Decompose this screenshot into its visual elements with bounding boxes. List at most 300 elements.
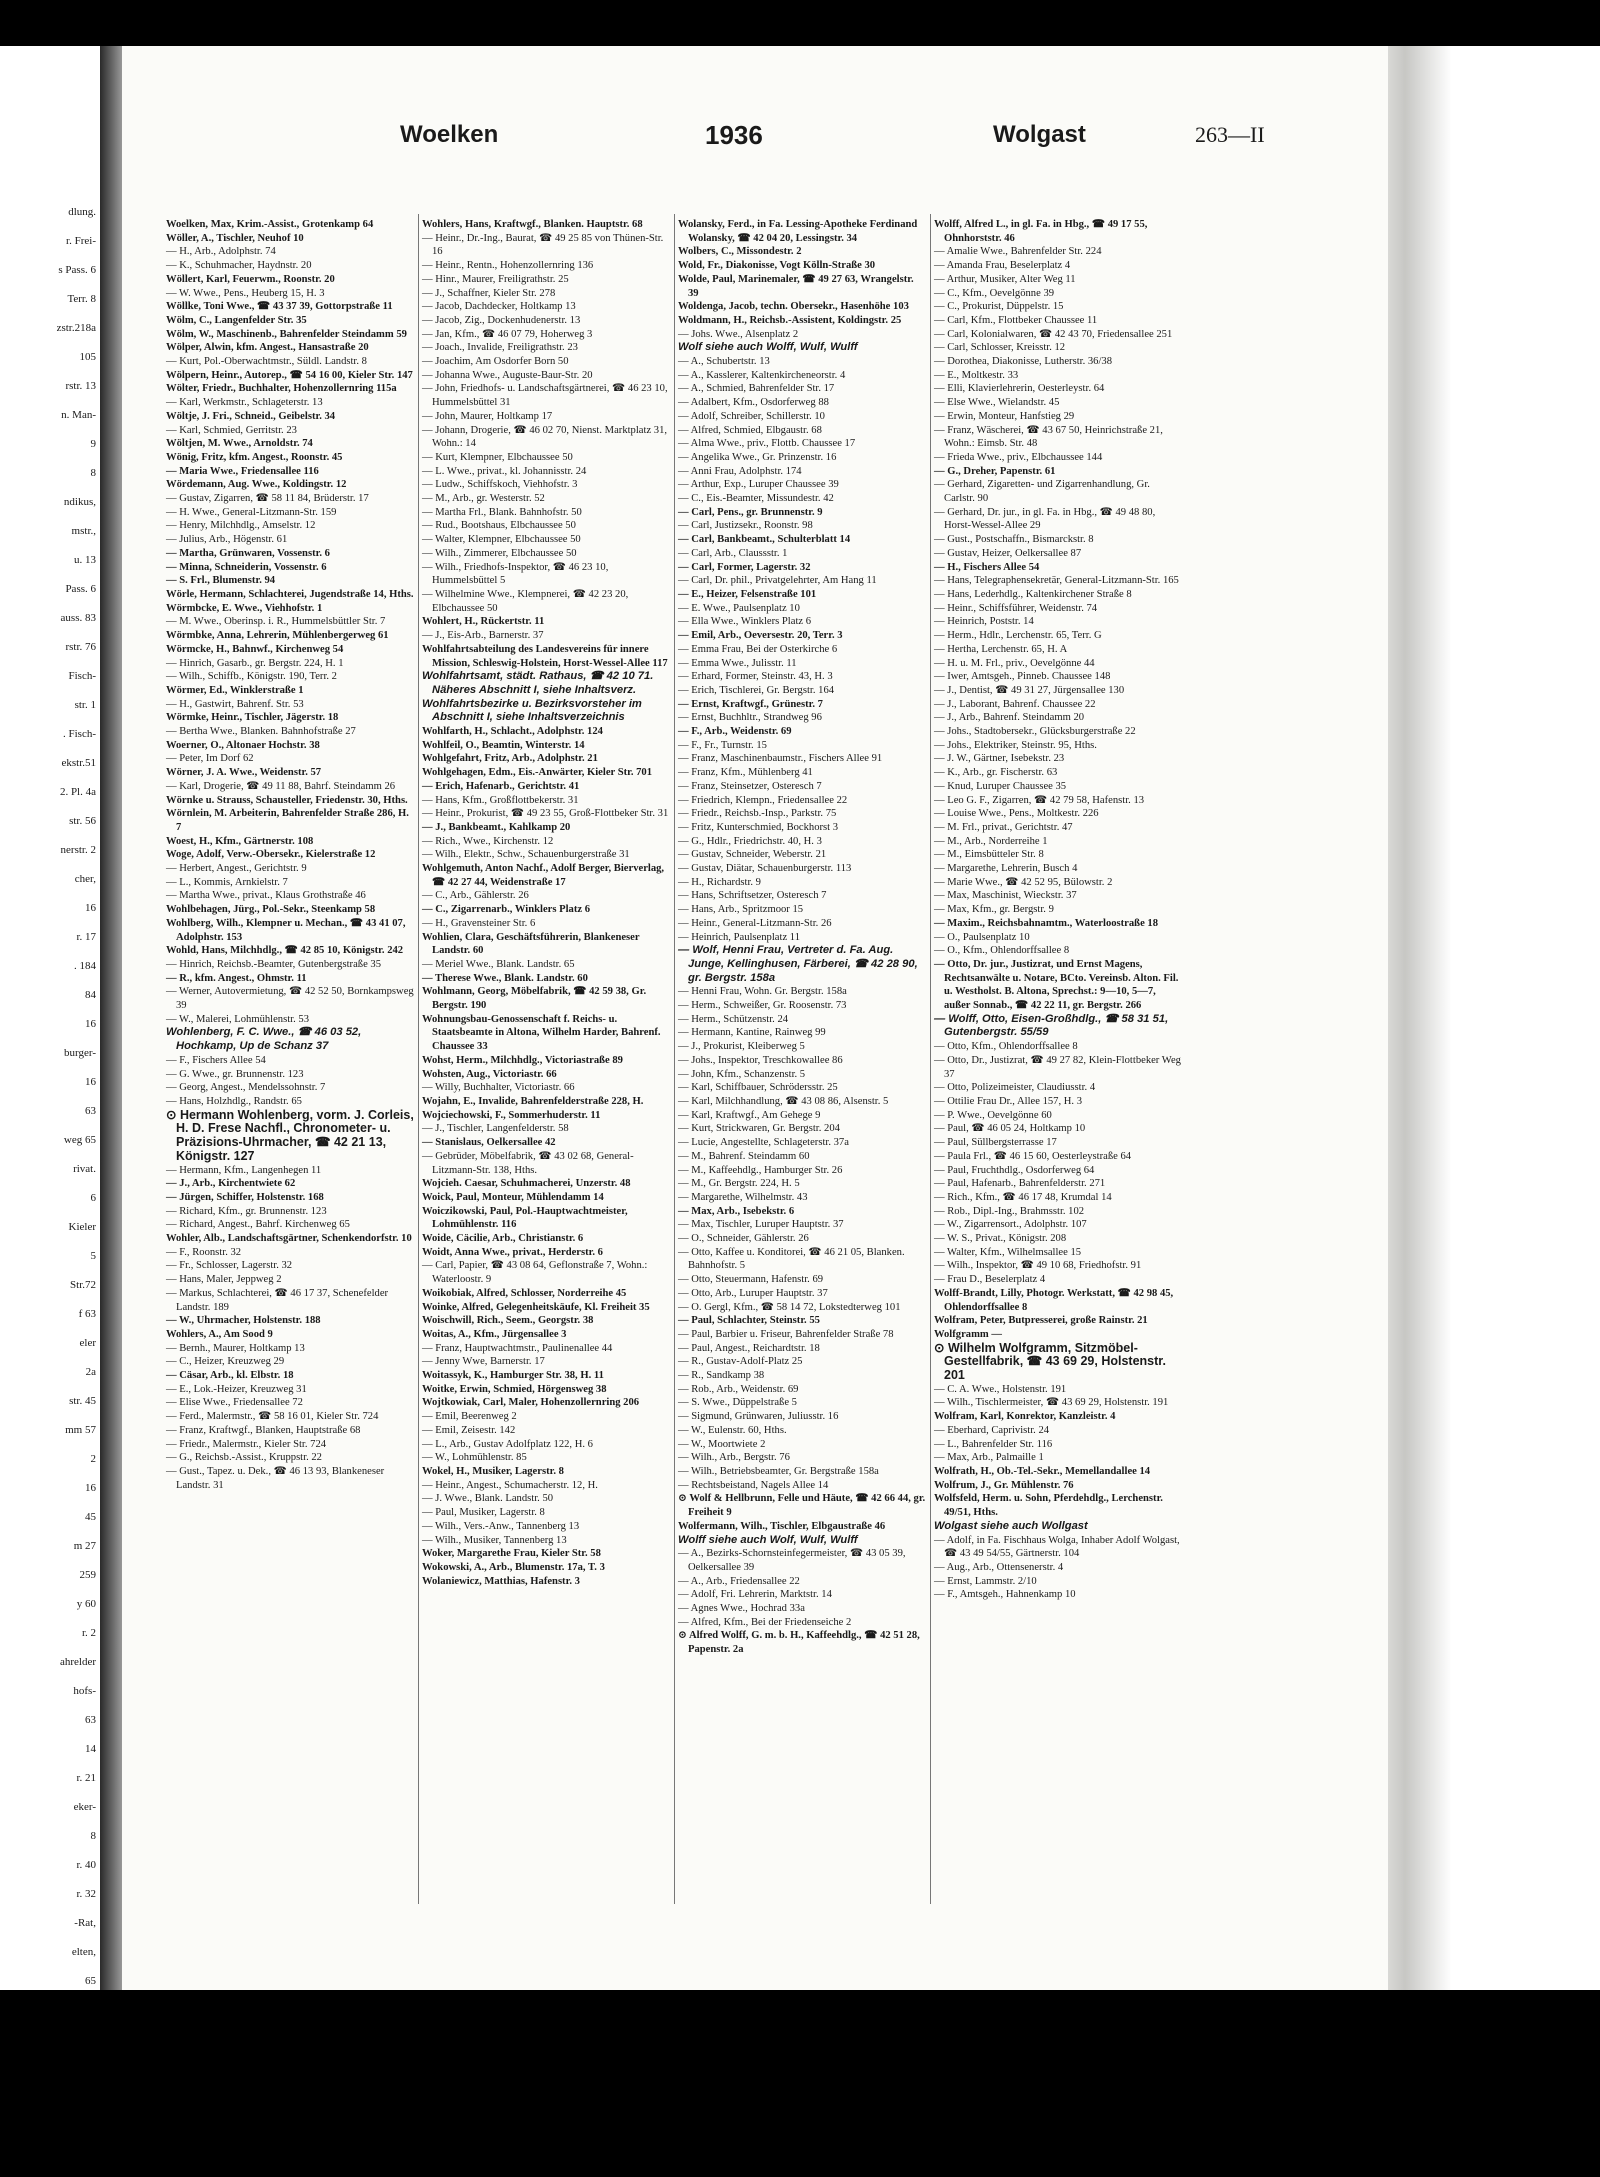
directory-entry: — Kurt, Strickwaren, Gr. Bergstr. 204 — [678, 1123, 840, 1135]
directory-entry: — Else Wwe., Wielandstr. 45 — [934, 397, 1060, 409]
header-year: 1936 — [705, 119, 763, 150]
directory-entry: — J. Wwe., Blank. Landstr. 50 — [422, 1493, 554, 1505]
directory-entry: — Martha Frl., Blank. Bahnhofstr. 50 — [422, 506, 582, 518]
directory-entry: — Dorothea, Diakonisse, Lutherstr. 36/38 — [934, 356, 1113, 368]
left-page-text-fragment: zstr.218a — [56, 322, 96, 334]
directory-entry: — Alma Wwe., priv., Flottb. Chaussee 17 — [678, 438, 856, 450]
directory-entry: — A., Arb., Friedensallee 22 — [678, 1575, 800, 1587]
left-page-text-fragment: 63 — [85, 1105, 96, 1117]
directory-entry: — Jürgen, Schiffer, Holstenstr. 168 — [166, 1191, 324, 1203]
directory-entry: — Walter, Klempner, Elbchaussee 50 — [422, 534, 581, 546]
directory-entry: — Margarethe, Lehrerin, Busch 4 — [934, 863, 1078, 875]
directory-entry: — S. Frl., Blumenstr. 94 — [166, 575, 276, 587]
directory-entry: Wöller, A., Tischler, Neuhof 10 — [166, 232, 304, 244]
directory-entry: — L., Arb., Gustav Adolfplatz 122, H. 6 — [422, 1438, 593, 1450]
directory-entry: — Fritz, Kunterschmied, Bockhorst 3 — [678, 821, 839, 833]
directory-entry: Wölter, Friedr., Buchhalter, Hohenzollernring 115a — [166, 383, 397, 395]
directory-entry: — Wilh., Arb., Bergstr. 76 — [678, 1452, 790, 1464]
directory-entry: — Hans, Arb., Spritzmoor 15 — [678, 904, 804, 916]
directory-entry: — J., Bankbeamt., Kahlkamp 20 — [422, 821, 571, 833]
directory-entry: — Carl, Kolonialwaren, ☎ 42 43 70, Friedensallee 251 — [934, 328, 1173, 340]
directory-entry: — John, Maurer, Holtkamp 17 — [422, 410, 553, 422]
directory-entry: Wohlgehagen, Edm., Eis.-Anwärter, Kieler Str. 701 — [422, 767, 653, 779]
directory-entry: — Paul, Barbier u. Friseur, Bahrenfelder Straße 78 — [678, 1328, 894, 1340]
directory-entry: Woker, Margarethe Frau, Kieler Str. 58 — [422, 1548, 601, 1560]
header-last-entry: Wolgast — [993, 121, 1086, 148]
directory-entry: Woinke, Alfred, Gelegenheitskäufe, Kl. Freiheit 35 — [422, 1301, 650, 1313]
directory-entry: — C., Prokurist, Düppelstr. 15 — [934, 301, 1064, 313]
directory-entry: — L., Kommis, Arnkielstr. 7 — [166, 876, 288, 888]
directory-entry: — Joachim, Am Osdorfer Born 50 — [422, 356, 569, 368]
directory-entry: — Jacob, Dachdecker, Holtkamp 13 — [422, 301, 576, 313]
directory-entry: Woelken, Max, Krim.-Assist., Grotenkamp 64 — [166, 219, 374, 230]
left-page-text-fragment: str. 1 — [74, 699, 96, 711]
directory-entry: — Hans, Schriftsetzer, Osteresch 7 — [678, 890, 827, 902]
directory-entry: Wolbers, C., Missondestr. 2 — [678, 246, 802, 258]
directory-entry: — Richard, Kfm., gr. Brunnenstr. 123 — [166, 1205, 327, 1217]
directory-entry: — Carl, Kfm., Flottbeker Chaussee 11 — [934, 314, 1098, 326]
directory-entry: — Frau D., Beselerplatz 4 — [934, 1274, 1046, 1286]
directory-entry: — Franz, Maschinenbaumstr., Fischers Allee 91 — [678, 753, 883, 765]
directory-entry: Wöllert, Karl, Feuerwm., Roonstr. 20 — [166, 273, 335, 285]
directory-entry: — Ludw., Schiffskoch, Viehhofstr. 3 — [422, 479, 578, 491]
directory-entry: — Wilh., Schiffb., Königstr. 190, Terr. 2 — [166, 671, 337, 683]
directory-entry: Wolfram, Peter, Butpresserei, große Rainstr. 21 — [934, 1315, 1148, 1327]
directory-entry: Woerner, O., Altonaer Hochstr. 38 — [166, 739, 320, 751]
directory-entry: Wolfram, Karl, Konrektor, Kanzleistr. 4 — [934, 1411, 1116, 1423]
left-page-text-fragment: Kieler — [68, 1221, 96, 1233]
directory-entry: — Ottilie Frau Dr., Allee 157, H. 3 — [934, 1096, 1083, 1107]
scan-top-border — [0, 0, 1600, 46]
directory-entry: — J., Tischler, Langenfelderstr. 58 — [422, 1123, 569, 1135]
directory-entry: — Heinr., Rentn., Hohenzollernring 136 — [422, 260, 594, 272]
directory-entry: — Emma Frau, Bei der Osterkirche 6 — [678, 643, 838, 655]
directory-entry: — C., Kfm., Oevelgönne 39 — [934, 287, 1055, 299]
directory-entry: — Carl, Former, Lagerstr. 32 — [678, 561, 811, 573]
directory-entry: — Jacob, Zig., Dockenhudenerstr. 13 — [422, 314, 581, 326]
directory-entry: — W., Malerei, Lohmühlenstr. 53 — [166, 1013, 309, 1025]
directory-entry: — R., Gustav-Adolf-Platz 25 — [678, 1356, 803, 1368]
directory-entry: Wölm, W., Maschinenb., Bahrenfelder Steindamm 59 — [166, 328, 407, 340]
directory-entry: Wolff-Brandt, Lilly, Photogr. Werkstatt, ☎ 42 98 45, Ohlendorffsallee 8 — [934, 1287, 1174, 1313]
directory-entry: Wolff siehe auch Wolf, Wulf, Wulff — [678, 1533, 858, 1546]
directory-entry: Wohlers, A., Am Sood 9 — [166, 1328, 273, 1340]
directory-entry: Wojciechowski, F., Sommerhuderstr. 11 — [422, 1109, 601, 1121]
directory-entry: Wohlberg, Wilh., Klempner u. Mechan., ☎ 43 41 07, Adolphstr. 153 — [166, 917, 406, 943]
directory-entry: — O., Paulsenplatz 10 — [934, 931, 1030, 943]
left-page-text-fragment: eker- — [73, 1801, 96, 1813]
directory-entry: — F., Roonstr. 32 — [166, 1246, 242, 1258]
left-page-text-fragment: burger- — [64, 1047, 96, 1059]
directory-entry: — Otto, Polizeimeister, Claudiusstr. 4 — [934, 1082, 1096, 1094]
directory-entry: — Friedr., Malermstr., Kieler Str. 724 — [166, 1438, 327, 1450]
directory-entry: — Otto, Steuermann, Hafenstr. 69 — [678, 1274, 824, 1286]
left-page-text-fragment: r. 21 — [76, 1772, 96, 1784]
directory-entry: — Paul, Fruchthdlg., Osdorferweg 64 — [934, 1164, 1095, 1176]
directory-entry: — Markus, Schlachterei, ☎ 46 17 37, Schenefelder Landstr. 189 — [166, 1287, 389, 1313]
directory-entry: Woidt, Anna Wwe., privat., Herderstr. 6 — [422, 1246, 603, 1258]
left-page-text-fragment: weg 65 — [63, 1134, 96, 1146]
directory-column-2 — [422, 218, 670, 1918]
directory-entry: — Amalie Wwe., Bahrenfelder Str. 224 — [934, 246, 1102, 258]
directory-entry: Wolff, Alfred L., in gl. Fa. in Hbg., ☎ 49 17 55, Ohnhorststr. 46 — [934, 219, 1148, 244]
directory-entry: — H. u. M. Frl., priv., Oevelgönne 44 — [934, 657, 1095, 669]
directory-entry: — Heinr., General-Litzmann-Str. 26 — [678, 917, 832, 929]
directory-entry: Wohlert, H., Rückertstr. 11 — [422, 616, 545, 628]
directory-entry: — O. Gergl, Kfm., ☎ 58 14 72, Lokstedterweg 101 — [678, 1301, 901, 1313]
directory-entry: — Otto, Dr., Justizrat, ☎ 49 27 82, Klein-Flottbeker Weg 37 — [934, 1054, 1181, 1080]
directory-entry: — C., Zigarrenarb., Winklers Platz 6 — [422, 904, 591, 916]
directory-entry: Wojtkowiak, Carl, Maler, Hohenzollernring 206 — [422, 1397, 640, 1409]
directory-entry: — Carl, Arb., Claussstr. 1 — [678, 547, 788, 559]
directory-entry: — Gustav, Schneider, Weberstr. 21 — [678, 849, 827, 861]
directory-entry: — F., Amtsgeh., Hahnenkamp 10 — [934, 1589, 1076, 1601]
directory-entry: — A., Bezirks-Schornsteinfegermeister, ☎ 43 05 39, Oelkersallee 39 — [678, 1548, 906, 1573]
directory-entry: — Johanna Wwe., Auguste-Baur-Str. 20 — [422, 369, 593, 381]
directory-entry: — Carl, Bankbeamt., Schulterblatt 14 — [678, 534, 851, 546]
directory-entry: — Martha Wwe., privat., Klaus Grothstraße 46 — [166, 890, 366, 902]
left-page-text-fragment: rstr. 76 — [65, 641, 96, 653]
directory-entry: — Rob., Arb., Weidenstr. 69 — [678, 1383, 799, 1395]
directory-entry: — Frieda Wwe., priv., Elbchaussee 144 — [934, 451, 1103, 463]
directory-entry: — G., Hdlr., Friedrichstr. 40, H. 3 — [678, 835, 822, 847]
directory-entry: — Louise Wwe., Pens., Moltkestr. 226 — [934, 808, 1099, 820]
directory-entry: — Johs., Stadtobersekr., Glücksburgerstraße 22 — [934, 726, 1136, 738]
directory-entry: — Paula Frl., ☎ 46 15 60, Oesterleystraße 64 — [934, 1150, 1132, 1162]
directory-entry: Wohlfarth, H., Schlacht., Adolphstr. 124 — [422, 726, 603, 738]
directory-entry: Wohst, Herm., Milchhdlg., Victoriastraße 89 — [422, 1054, 623, 1066]
directory-entry: Woiczikowski, Paul, Pol.-Hauptwachtmeister, Lohmühlenstr. 116 — [422, 1205, 628, 1231]
directory-entry: Wohlers, Hans, Kraftwgf., Blanken. Hauptstr. 68 — [422, 219, 643, 230]
directory-entry: — Karl, Drogerie, ☎ 49 11 88, Bahrf. Steindamm 26 — [166, 780, 396, 792]
directory-entry: — Heinr., Dr.-Ing., Baurat, ☎ 49 25 85 von Thünen-Str. 16 — [422, 232, 664, 258]
directory-entry: — Max, Kfm., gr. Bergstr. 9 — [934, 904, 1054, 916]
directory-entry: — John, Kfm., Schanzenstr. 5 — [678, 1068, 806, 1080]
directory-entry: — Paul, Musiker, Lagerstr. 8 — [422, 1507, 545, 1519]
directory-entry: — C., Heizer, Kreuzweg 29 — [166, 1356, 285, 1368]
directory-entry: — Arthur, Exp., Luruper Chaussee 39 — [678, 479, 839, 491]
left-page-text-fragment: Str.72 — [70, 1279, 96, 1291]
directory-entry: Wolfsfeld, Herm. u. Sohn, Pferdehdlg., Lerchenstr. 49/51, Hths. — [934, 1493, 1163, 1519]
directory-entry: ⊙ Wolf & Hellbrunn, Felle und Häute, ☎ 42 66 44, gr. Freiheit 9 — [678, 1493, 926, 1519]
directory-entry: Wördemann, Aug. Wwe., Koldingstr. 12 — [166, 479, 347, 491]
left-page-text-fragment: r. 17 — [76, 931, 96, 943]
directory-entry: — Emil, Zeisestr. 142 — [422, 1424, 516, 1436]
left-page-text-fragment: ahrelder — [59, 1656, 96, 1668]
directory-entry: — Wilh., Friedhofs-Inspektor, ☎ 46 23 10, Hummelsbüttel 5 — [422, 561, 609, 587]
left-page-text-fragment: 2 — [90, 1453, 96, 1465]
left-page-text-fragment: u. 13 — [74, 554, 96, 566]
directory-entry: — Kurt, Klempner, Elbchaussee 50 — [422, 451, 573, 463]
left-page-text-fragment: eler — [79, 1337, 96, 1349]
directory-entry: Woldmann, H., Reichsb.-Assistent, Koldingstr. 25 — [678, 314, 902, 326]
directory-entry: Wölper, Alwin, kfm. Angest., Hansastraße 20 — [166, 342, 369, 354]
directory-entry: Wölm, C., Langenfelder Str. 35 — [166, 314, 307, 326]
directory-entry: — Paul, ☎ 46 05 24, Holtkamp 10 — [934, 1123, 1086, 1135]
directory-entry: — Jan, Kfm., ☎ 46 07 79, Hoherweg 3 — [422, 328, 593, 340]
directory-entry: — Emil, Beerenweg 2 — [422, 1411, 517, 1423]
left-page-text-fragment: m 27 — [73, 1540, 96, 1552]
directory-entry: — J. W., Gärtner, Isebekstr. 23 — [934, 753, 1065, 765]
directory-entry: — Paul, Angest., Reichardtstr. 18 — [678, 1342, 820, 1354]
directory-entry: Wörmke, Heinr., Tischler, Jägerstr. 18 — [166, 712, 339, 724]
directory-entry: — Otto, Arb., Luruper Hauptstr. 37 — [678, 1287, 828, 1299]
directory-entry: — Max, Maschinist, Wieckstr. 37 — [934, 890, 1077, 902]
directory-entry: Wolfrath, H., Ob.-Tel.-Sekr., Memellandallee 14 — [934, 1465, 1151, 1477]
directory-entry: — Wilh., Tischlermeister, ☎ 43 69 29, Holstenstr. 191 — [934, 1397, 1169, 1409]
directory-entry: — Walter, Kfm., Wilhelmsallee 15 — [934, 1246, 1082, 1258]
directory-entry: Wohld, Hans, Milchhdlg., ☎ 42 85 10, Königstr. 242 — [166, 945, 404, 957]
directory-entry: — Hans, Kfm., Großflottbekerstr. 31 — [422, 794, 579, 806]
directory-entry: — Wilh., Musiker, Tannenberg 13 — [422, 1534, 567, 1546]
directory-entry: — Paul, Schlachter, Steinstr. 55 — [678, 1315, 820, 1327]
page-number: 263—II — [1195, 122, 1265, 147]
directory-entry: — O., Kfm., Ohlendorffsallee 8 — [934, 945, 1070, 957]
directory-entry: — M. Frl., privat., Gerichtstr. 47 — [934, 821, 1073, 833]
left-page-text-fragment: mstr., — [71, 525, 96, 537]
directory-entry: — K., Schuhmacher, Haydnstr. 20 — [166, 260, 312, 272]
directory-entry: — Karl, Kraftwgf., Am Gehege 9 — [678, 1109, 821, 1121]
directory-entry: — Stanislaus, Oelkersallee 42 — [422, 1137, 556, 1149]
directory-entry: — A., Kasslerer, Kaltenkircheneorstr. 4 — [678, 369, 846, 381]
left-page-text-fragment: -Rat, — [74, 1917, 96, 1929]
directory-entry: — Gust., Tapez. u. Dek., ☎ 46 13 93, Blankeneser Landstr. 31 — [166, 1465, 385, 1491]
directory-entry: Wolfermann, Wilh., Tischler, Elbgaustraße 46 — [678, 1520, 886, 1532]
directory-entry: — Herm., Hdlr., Lerchenstr. 65, Terr. G — [934, 630, 1102, 642]
directory-entry: — J., Arb., Bahrenf. Steindamm 20 — [934, 712, 1085, 724]
directory-entry: — Wolff, Otto, Eisen-Großhdlg., ☎ 58 31 51, Gutenbergstr. 55/59 — [934, 1012, 1169, 1039]
directory-entry: Wohlfeil, O., Beamtin, Winterstr. 14 — [422, 739, 585, 751]
directory-entry: — M., Arb., gr. Westerstr. 52 — [422, 493, 545, 505]
directory-entry: — Wilh., Betriebsbeamter, Gr. Bergstraße 158a — [678, 1465, 879, 1477]
directory-entry: — L. Wwe., privat., kl. Johannisstr. 24 — [422, 465, 587, 477]
directory-entry: — Therese Wwe., Blank. Landstr. 60 — [422, 972, 588, 984]
directory-entry: — Hans, Holzhdlg., Randstr. 65 — [166, 1096, 302, 1107]
directory-entry: Wohlfahrtsamt, städt. Rathaus, ☎ 42 10 71. Näheres Abschnitt I, siehe Inhaltsverz. — [422, 670, 654, 696]
header-first-entry: Woelken — [400, 121, 499, 148]
directory-entry: Woldenga, Jacob, techn. Obersekr., Hasenhöhe 103 — [678, 301, 909, 313]
left-page-text-fragment: Pass. 6 — [65, 583, 96, 595]
directory-entry: Wölpern, Heinr., Autorep., ☎ 54 16 00, Kieler Str. 147 — [166, 369, 413, 381]
directory-entry: — H., Gastwirt, Bahrenf. Str. 53 — [166, 698, 304, 710]
directory-entry: — Lucie, Angestellte, Schlageterstr. 37a — [678, 1137, 849, 1149]
directory-entry: — Max, Arb., Palmaille 1 — [934, 1452, 1044, 1464]
directory-entry: — Karl, Werkmstr., Schlageterstr. 13 — [166, 397, 323, 409]
left-page-text-fragment: str. 56 — [69, 815, 96, 827]
left-page-text-fragment: mm 57 — [65, 1424, 96, 1436]
directory-entry: — Herbert, Angest., Gerichtstr. 9 — [166, 863, 307, 875]
directory-entry: — Willy, Buchhalter, Victoriastr. 66 — [422, 1082, 575, 1094]
directory-entry: — Elli, Klavierlehrerin, Oesterleystr. 64 — [934, 383, 1105, 395]
directory-entry: — Franz, Hauptwachtmstr., Paulinenallee 44 — [422, 1342, 613, 1354]
left-page-text-fragment: 16 — [85, 1076, 96, 1088]
directory-entry: Woitas, A., Kfm., Jürgensallee 3 — [422, 1328, 567, 1340]
directory-entry: — H., Richardstr. 9 — [678, 876, 761, 888]
left-page-text-fragment: 84 — [85, 989, 96, 1001]
directory-entry: Wolf siehe auch Wolff, Wulf, Wulff — [678, 341, 858, 354]
directory-entry: — Gustav, Diätar, Schauenburgerstr. 113 — [678, 863, 852, 875]
directory-entry: — G. Wwe., gr. Brunnenstr. 123 — [166, 1068, 304, 1080]
left-page-text-fragment: rivat. — [73, 1163, 96, 1175]
left-page-text-fragment: 16 — [85, 902, 96, 914]
directory-entry: — Ernst, Lammstr. 2/10 — [934, 1575, 1037, 1587]
left-page-text-fragment: auss. 83 — [60, 612, 96, 624]
directory-entry: Wolde, Paul, Marinemaler, ☎ 49 27 63, Wrangelstr. 39 — [678, 273, 914, 299]
left-page-text-fragment: r. Frei- — [66, 235, 96, 247]
directory-entry: ⊙ Hermann Wohlenberg, vorm. J. Corleis, H. D. Frese Nachfl., Chronometer- u. Präzisions-Uhrmacher, ☎ 42 21 13, Königstr. 127 — [166, 1107, 414, 1163]
directory-entry: Wohlfahrtsbezirke u. Bezirksvorsteher im Abschnitt I, siehe Inhaltsverzeichnis — [422, 697, 642, 724]
directory-entry: — Hans, Telegraphensekretär, General-Litzmann-Str. 165 — [934, 575, 1179, 587]
directory-entry: — Adalbert, Kfm., Osdorferweg 88 — [678, 397, 829, 409]
left-page-text-fragment: y 60 — [76, 1598, 96, 1610]
directory-entry: — Arthur, Musiker, Alter Weg 11 — [934, 273, 1076, 285]
directory-column-4 — [934, 218, 1182, 1918]
directory-entry: — C. A. Wwe., Holstenstr. 191 — [934, 1383, 1067, 1395]
directory-entry: Wöllke, Toni Wwe., ☎ 43 37 39, Gottorpstraße 11 — [166, 301, 393, 313]
directory-entry: — G., Dreher, Papenstr. 61 — [934, 465, 1056, 477]
directory-entry: — Ernst, Kraftwgf., Grünestr. 7 — [678, 698, 823, 710]
left-page-text-fragment: . 184 — [74, 960, 96, 972]
directory-entry: — Emil, Arb., Oeversestr. 20, Terr. 3 — [678, 630, 843, 642]
directory-entry: — C., Arb., Gählerstr. 26 — [422, 890, 529, 902]
scan-bottom-border — [0, 1990, 1600, 2177]
directory-entry: — Franz, Wäscherei, ☎ 43 67 50, Heinrichstraße 21, Wohn.: Eimsb. Str. 48 — [934, 424, 1163, 450]
directory-entry: — Johs., Inspektor, Treschkowallee 86 — [678, 1054, 843, 1066]
directory-entry: — A., Schmied, Bahrenfelder Str. 17 — [678, 383, 835, 395]
directory-entry: — F., Arb., Weidenstr. 69 — [678, 726, 792, 738]
directory-entry: — J., Eis-Arb., Barnerstr. 37 — [422, 630, 544, 642]
directory-entry: — Martha, Grünwaren, Vossenstr. 6 — [166, 547, 330, 559]
directory-entry: — Paul, Süllbergsterrasse 17 — [934, 1137, 1057, 1149]
directory-entry: Wörnke u. Strauss, Schausteller, Friedenstr. 30, Hths. — [166, 794, 408, 806]
left-page-text-fragment: f 63 — [78, 1308, 96, 1320]
directory-entry: — J., Arb., Kirchentwiete 62 — [166, 1178, 296, 1190]
column-divider — [674, 214, 675, 1904]
directory-entry: — Alfred, Schmied, Elbgaustr. 68 — [678, 424, 822, 436]
directory-entry: — Carl, Schlosser, Kreisstr. 12 — [934, 342, 1066, 354]
directory-entry: — W., Zigarrensort., Adolphstr. 107 — [934, 1219, 1087, 1231]
page-header — [400, 120, 1500, 150]
directory-entry: — Carl, Pens., gr. Brunnenstr. 9 — [678, 506, 823, 518]
directory-entry: Wohlmann, Georg, Möbelfabrik, ☎ 42 59 38, Gr. Bergstr. 190 — [422, 986, 647, 1012]
directory-entry: — John, Friedhofs- u. Landschaftsgärtnerei, ☎ 46 23 10, Hummelsbüttel 31 — [422, 383, 668, 409]
directory-entry: — Agnes Wwe., Hochrad 33a — [678, 1603, 805, 1615]
directory-entry: — Gerhard, Dr. jur., in gl. Fa. in Hbg., ☎ 49 48 80, Horst-Wessel-Allee 29 — [934, 506, 1156, 532]
directory-entry: — Adolf, Schreiber, Schillerstr. 10 — [678, 410, 825, 422]
directory-entry: — Erich, Tischlerei, Gr. Bergstr. 164 — [678, 684, 835, 696]
directory-entry: — Hinrich, Reichsb.-Beamter, Gutenbergstraße 35 — [166, 958, 382, 970]
left-page-text-fragment: 45 — [85, 1511, 96, 1523]
directory-entry: — Gust., Postschaffn., Bismarckstr. 8 — [934, 534, 1094, 546]
directory-entry: — Bernh., Maurer, Holtkamp 13 — [166, 1342, 305, 1354]
directory-entry: Wörmbke, Anna, Lehrerin, Mühlenbergerweg 61 — [166, 630, 389, 642]
left-page-fragment — [0, 46, 100, 1990]
directory-entry: Wokowski, A., Arb., Blumenstr. 17a, T. 3 — [422, 1561, 605, 1573]
directory-entry: Wolgast siehe auch Wollgast — [934, 1519, 1088, 1532]
directory-entry: — Wilh., Inspektor, ☎ 49 10 68, Friedhofstr. 91 — [934, 1260, 1142, 1272]
directory-entry: Wokel, H., Musiker, Lagerstr. 8 — [422, 1465, 564, 1477]
directory-entry: — M., Bahrenf. Steindamm 60 — [678, 1150, 810, 1162]
left-page-text-fragment: nerstr. 2 — [60, 844, 96, 856]
directory-entry: Wöltjen, M. Wwe., Arnoldstr. 74 — [166, 438, 313, 450]
directory-entry: Wohlgemuth, Anton Nachf., Adolf Berger, Bierverlag, ☎ 42 27 44, Weidenstraße 17 — [422, 863, 665, 888]
directory-entry: — Wilh., Vers.-Anw., Tannenberg 13 — [422, 1520, 580, 1532]
directory-entry: Wörmcke, H., Bahnwf., Kirchenweg 54 — [166, 643, 344, 655]
directory-entry: Woick, Paul, Monteur, Mühlendamm 14 — [422, 1191, 604, 1203]
left-page-text-fragment: elten, — [71, 1946, 96, 1958]
directory-entry: Wohsten, Aug., Victoriastr. 66 — [422, 1068, 557, 1080]
directory-entry: — Rich., Wwe., Kirchenstr. 12 — [422, 835, 554, 847]
directory-entry: — Gustav, Zigarren, ☎ 58 11 84, Brüderstr. 17 — [166, 493, 369, 505]
directory-entry: — Paul, Hafenarb., Bahrenfelderstr. 271 — [934, 1178, 1106, 1190]
directory-entry: — Max, Arb., Isebekstr. 6 — [678, 1205, 795, 1217]
directory-entry: — J., Prokurist, Kleiberweg 5 — [678, 1041, 805, 1053]
directory-entry: — Hans, Lederhdlg., Kaltenkirchener Straße 8 — [934, 588, 1132, 600]
directory-entry: — L., Bahrenfelder Str. 116 — [934, 1438, 1053, 1450]
directory-entry: — Max, Tischler, Luruper Hauptstr. 37 — [678, 1219, 844, 1231]
directory-entry: — Friedr., Reichsb.-Insp., Parkstr. 75 — [678, 808, 837, 820]
left-page-text-fragment: 65 — [85, 1975, 96, 1987]
left-page-text-fragment: dlung. — [68, 206, 96, 218]
directory-entry: — Erhard, Former, Steinstr. 43, H. 3 — [678, 671, 833, 683]
directory-entry: — Wolf, Henni Frau, Vertreter d. Fa. Aug. Junge, Kellinghusen, Färberei, ☎ 42 28 90, gr. Bergstr. 158a — [678, 944, 918, 984]
directory-entry: — Hermann, Kfm., Langenhegen 11 — [166, 1164, 322, 1176]
left-page-text-fragment: 16 — [85, 1482, 96, 1494]
directory-entry: Wohlenberg, F. C. Wwe., ☎ 46 03 52, Hochkamp, Up de Schanz 37 — [166, 1026, 362, 1053]
directory-entry: — Heinrich, Poststr. 14 — [934, 616, 1034, 628]
directory-entry: — K., Arb., gr. Fischerstr. 63 — [934, 767, 1058, 779]
left-page-text-fragment: 8 — [90, 1830, 96, 1842]
directory-entry: — Minna, Schneiderin, Vossenstr. 6 — [166, 561, 327, 573]
directory-entry: Woikobiak, Alfred, Schlosser, Norderreihe 45 — [422, 1287, 627, 1299]
directory-entry: — Jenny Wwe, Barnerstr. 17 — [422, 1356, 545, 1368]
directory-entry: — Leo G. F., Zigarren, ☎ 42 79 58, Hafenstr. 13 — [934, 794, 1145, 806]
directory-entry: — M., Arb., Norderreihe 1 — [934, 835, 1048, 847]
directory-entry: — Sigmund, Grünwaren, Juliusstr. 16 — [678, 1411, 839, 1423]
directory-entry: — H., Arb., Adolphstr. 74 — [166, 246, 276, 258]
left-page-text-fragment: . Fisch- — [63, 728, 96, 740]
directory-entry: — Carl, Papier, ☎ 43 08 64, Geflonstraße 7, Wohn.: Waterloostr. 9 — [422, 1260, 648, 1286]
directory-entry: — W., Moortwiete 2 — [678, 1438, 766, 1450]
left-page-text-fragment: ndikus, — [63, 496, 96, 508]
directory-entry: — Kurt, Pol.-Oberwachtmstr., Süldl. Landstr. 8 — [166, 356, 367, 368]
left-page-text-fragment: 2a — [85, 1366, 96, 1378]
left-page-text-fragment: r. 32 — [76, 1888, 96, 1900]
left-page-text-fragment: 5 — [90, 1250, 96, 1262]
left-page-text-fragment: cher, — [74, 873, 96, 885]
directory-entry: Woest, H., Kfm., Gärtnerstr. 108 — [166, 835, 314, 847]
directory-entry: — E., Moltkestr. 33 — [934, 369, 1019, 381]
directory-entry: — Hinr., Maurer, Freiligrathstr. 25 — [422, 273, 569, 285]
directory-entry: Wönig, Fritz, kfm. Angest., Roonstr. 45 — [166, 451, 343, 463]
directory-entry: — Knud, Luruper Chaussee 35 — [934, 780, 1067, 792]
directory-entry: — Heinr., Prokurist, ☎ 49 23 55, Groß-Flottbeker Str. 31 — [422, 808, 669, 820]
directory-entry: — Henry, Milchhdlg., Amselstr. 12 — [166, 520, 316, 532]
directory-entry: ⊙ Alfred Wolff, G. m. b. H., Kaffeehdlg., ☎ 42 51 28, Papenstr. 2a — [678, 1630, 920, 1656]
directory-entry: — Gebrüder, Möbelfabrik, ☎ 43 02 68, General-Litzmann-Str. 138, Hths. — [422, 1150, 634, 1176]
directory-entry: — Franz, Kraftwgf., Blanken, Hauptstraße 68 — [166, 1424, 361, 1436]
left-page-text-fragment: 6 — [90, 1192, 96, 1204]
directory-entry: — J., Laborant, Bahrenf. Chaussee 22 — [934, 698, 1096, 710]
directory-entry: — Cäsar, Arb., kl. Elbstr. 18 — [166, 1370, 294, 1382]
directory-entry: — M. Wwe., Oberinsp. i. R., Hummelsbüttler Str. 7 — [166, 616, 386, 628]
directory-entry: — Herm., Schützenstr. 24 — [678, 1013, 789, 1025]
directory-entry: Wörmbcke, E. Wwe., Viehhofstr. 1 — [166, 602, 323, 614]
directory-entry: — Otto, Dr. jur., Justizrat, und Ernst Magens, Rechtsanwälte u. Notare, BCto. Vereinsb. Alton. Fil. u. Westholst. B. Altona, Sprechst.: 9—10, 5—7, außer Sonnab., ☎ 42 22 11, gr. Bergstr. 266 — [934, 958, 1179, 1012]
directory-entry: — Wilhelmine Wwe., Klempnerei, ☎ 42 23 20, Elbchaussee 50 — [422, 588, 629, 614]
directory-entry: Wohlfahrtsabteilung des Landesvereins für innere Mission, Schleswig-Holstein, Horst-Wessel-Allee 117 — [422, 643, 668, 669]
directory-entry: — Amanda Frau, Beselerplatz 4 — [934, 260, 1071, 272]
